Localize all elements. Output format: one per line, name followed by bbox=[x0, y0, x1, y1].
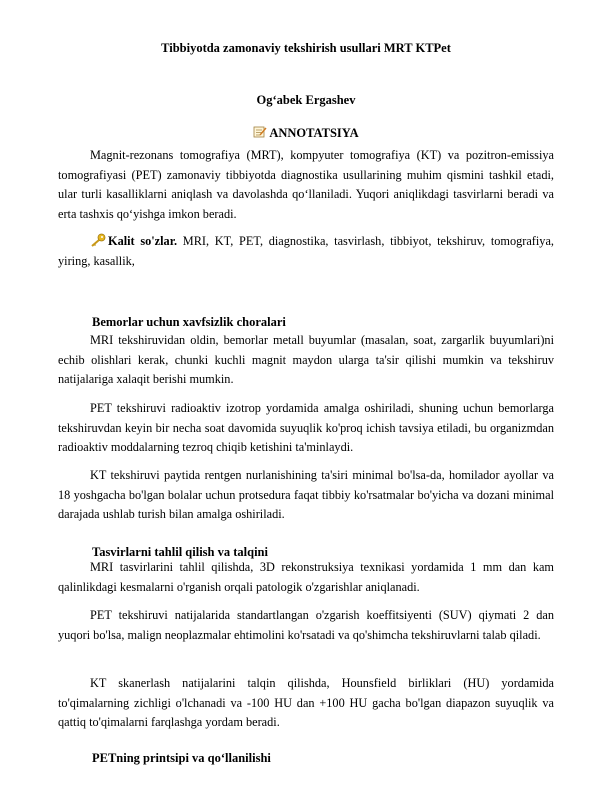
analysis-paragraph-mri: MRI tasvirlarini tahlil qilishda, 3D rekonstruksiya texnikasi yordamida 1 mm dan kam qalinlikdagi kesmalarni o'rganish orqali patologik o'zgarishlar aniqlanadi. bbox=[58, 560, 554, 594]
annotation-heading-text: ANNOTATSIYA bbox=[269, 126, 359, 140]
keywords-label: Kalit so'zlar. bbox=[108, 234, 178, 248]
keywords-paragraph bbox=[58, 232, 554, 271]
memo-icon bbox=[253, 126, 267, 138]
safety-paragraph-pet: PET tekshiruvi radioaktiv izotrop yordamida amalga oshiriladi, shuning uchun bemorlarga tekshiruvdan keyin bir necha soat davomida suyuqlik ko'proq ichish tavsiya etiladi, bu organizmdan radioaktiv moddalarning tezroq chiqib ketishini ta'minlaydi. bbox=[58, 401, 554, 454]
keywords-text: MRI, KT, PET, diagnostika, tasvirlash, tibbiyot, tekshiruv, tomografiya, yiring, kasallik, bbox=[58, 234, 554, 268]
annotation-text: Magnit-rezonans tomografiya (MRT), kompyuter tomografiya (KT) va pozitron-emissiya tomografiyasi (PET) zamonaviy tibbiyotda diagnostika usullarining muhim qismini tashkil etadi, ular turli kasalliklarni aniqlash va davolashda qo‘llaniladi. Yuqori aniqlikdagi tasvirlarni beradi va erta tashxis qo‘yishga imkon beradi. bbox=[58, 148, 554, 221]
safety-paragraph-kt: KT tekshiruvi paytida rentgen nurlanishining ta'siri minimal bo'lsa-da, homilador ayollar va 18 yoshgacha bo'lgan bolalar uchun protsedura faqat tibbiy ko'rsatmalar bo'yicha va dozani minimal darajada ushlab turish bilan amalga oshiriladi. bbox=[58, 468, 554, 521]
analysis-paragraph-kt: KT skanerlash natijalarini talqin qilishda, Hounsfield birliklari (HU) yordamida to'qimalarning zichligi o'lchanadi va -100 HU dan +100 HU gacha bo'lgan diapazon suyuqlik va qattiq to'qimalarni farqlashga yordam beradi. bbox=[58, 676, 554, 729]
document-title: Tibbiyotda zamonaviy tekshirish usullari MRT KTPet bbox=[161, 41, 451, 55]
key-icon bbox=[90, 233, 106, 247]
section-heading-analysis: Tasvirlarni tahlil qilish va talqini bbox=[92, 545, 268, 559]
section-heading-safety: Bemorlar uchun xavfsizlik choralari bbox=[92, 315, 286, 329]
safety-paragraph-mri: MRI tekshiruvidan oldin, bemorlar metall buyumlar (masalan, soat, zargarlik buyumlari)ni echib olishlari kerak, chunki kuchli magnit maydon ularga ta'sir qilishi mumkin va tekshiruv natijalariga xalaqit berishi mumkin. bbox=[58, 333, 554, 386]
analysis-paragraph-pet: PET tekshiruvi natijalarida standartlangan o'zgarish koeffitsiyenti (SUV) qiymati 2 dan yuqori bo'lsa, malign neoplazmalar ehtimolini ko'rsatadi va qo'shimcha tekshiruvlarni talab qiladi. bbox=[58, 608, 554, 642]
annotation-heading bbox=[60, 125, 552, 141]
author-name: Og‘abek Ergashev bbox=[256, 93, 356, 107]
section-heading-pet-principle: PETning printsipi va qo‘llanilishi bbox=[92, 751, 271, 765]
